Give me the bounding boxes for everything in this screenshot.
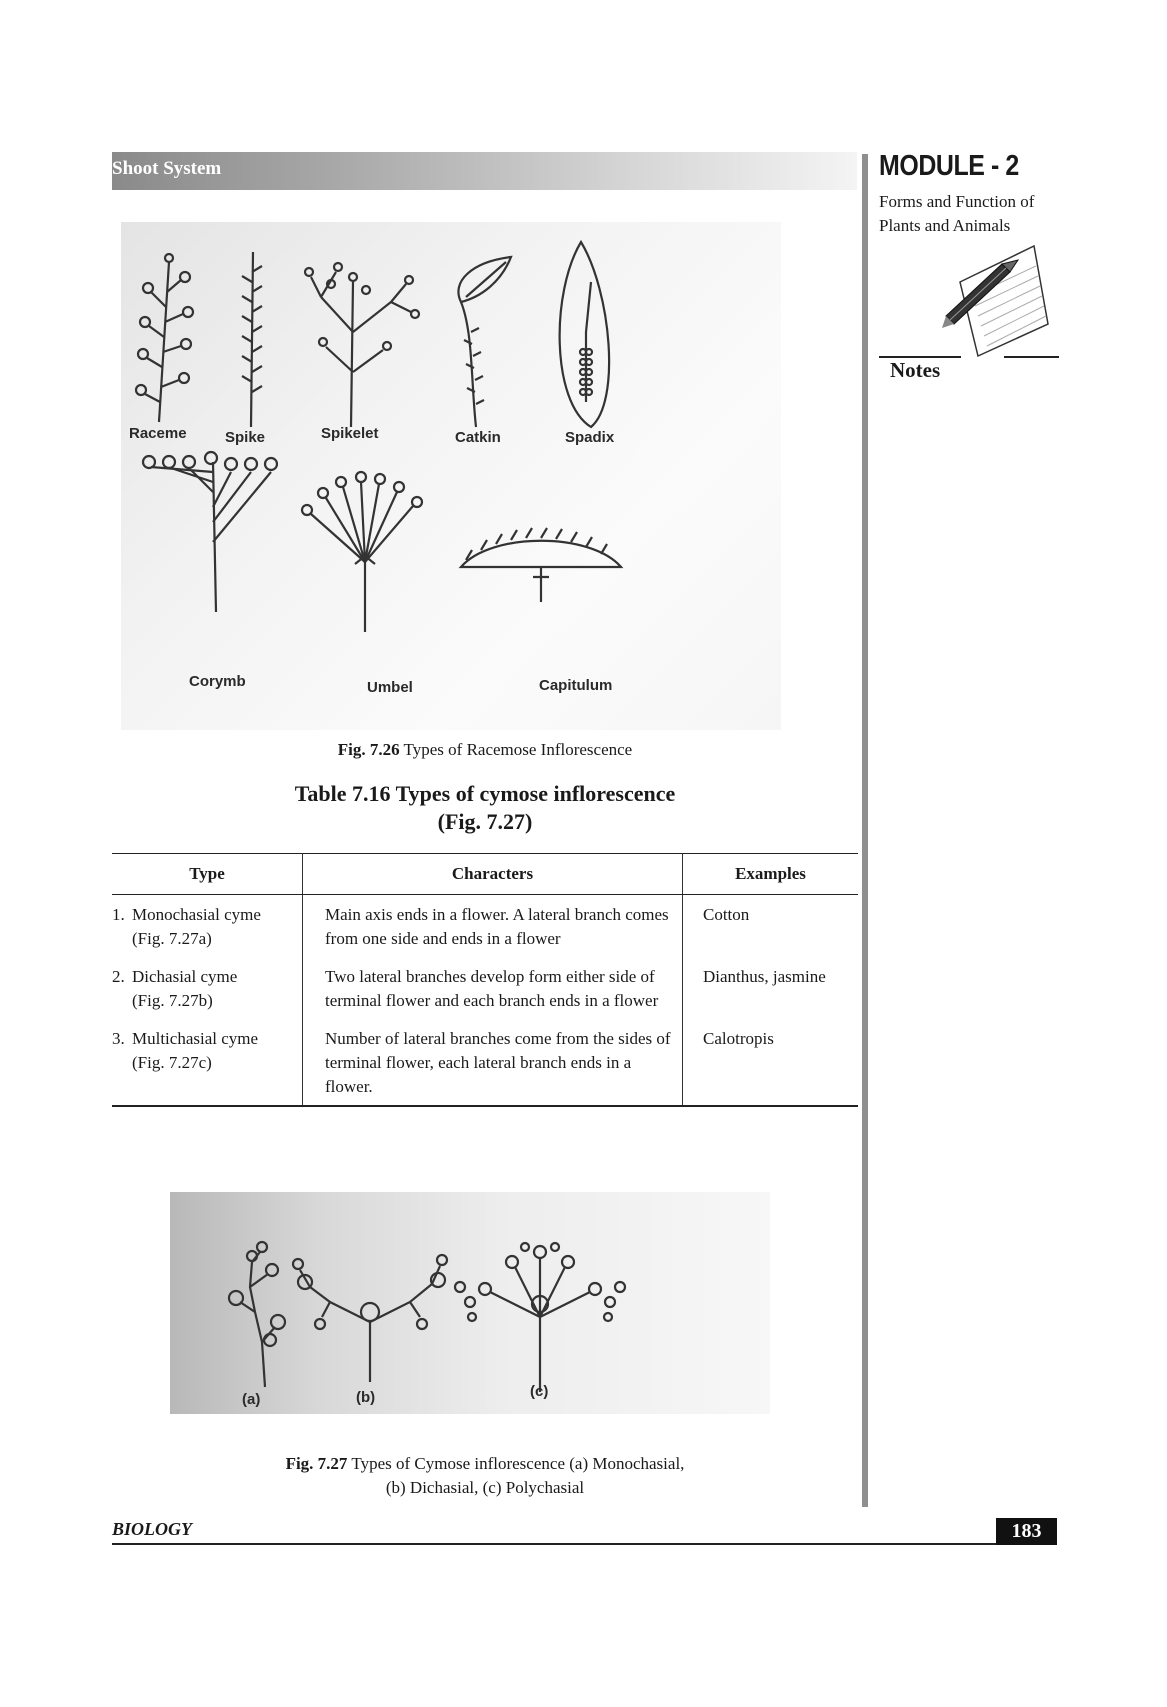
- label-c: (c): [530, 1383, 549, 1400]
- header-type: Type: [112, 854, 303, 895]
- cell-examples: Calotropis: [683, 1019, 859, 1106]
- table-title-line1: Table 7.16 Types of cymose inflorescence: [294, 781, 676, 806]
- table-row: [112, 1019, 858, 1106]
- monochasial-illustration: [229, 1242, 285, 1387]
- notes-label: Notes: [890, 358, 941, 382]
- table-row: [112, 957, 858, 1019]
- raceme-illustration: [136, 254, 193, 422]
- label-umbel: Umbel: [367, 679, 413, 696]
- caption-number: Fig. 7.27: [285, 1454, 348, 1473]
- header-characters: Characters: [303, 854, 683, 895]
- cell-characters: Main axis ends in a flower. A lateral branch comes from one side and ends in a flower: [303, 895, 683, 958]
- type-name: Multichasial cyme: [132, 1029, 259, 1048]
- label-raceme: Raceme: [129, 425, 187, 442]
- table-header-row: [112, 854, 858, 895]
- module-subtitle: Forms and Function of Plants and Animals: [879, 192, 1035, 235]
- notes-pencil-icon: [940, 244, 1050, 364]
- caption-line2: (b) Dichasial, (c) Polychasial: [385, 1478, 585, 1497]
- cell-type: [112, 957, 303, 1019]
- polychasial-illustration: [455, 1243, 625, 1392]
- figure-726-caption: [112, 740, 858, 760]
- umbel-illustration: [302, 472, 422, 632]
- cell-examples: Cotton: [703, 905, 750, 924]
- type-ref: (Fig. 7.27b): [132, 991, 213, 1010]
- notes-rule: [1004, 356, 1059, 358]
- cell-type: [112, 895, 303, 958]
- figure-727-caption: [112, 1452, 858, 1500]
- header-examples: Examples: [683, 854, 859, 895]
- caption-text: Types of Cymose inflorescence (a) Monochasial,: [347, 1454, 685, 1473]
- label-capitulum: Capitulum: [539, 677, 613, 694]
- row-number: 1.: [112, 905, 125, 924]
- cell-characters: Two lateral branches develop form either side of terminal flower and each branch ends in a flower: [303, 957, 683, 1019]
- spike-illustration: [242, 252, 262, 427]
- row-number: 3.: [112, 1029, 125, 1048]
- cell-characters: Number of lateral branches come from the sides of terminal flower, each lateral branch ends in a flower.: [303, 1019, 683, 1106]
- label-catkin: Catkin: [455, 429, 501, 446]
- dichasial-illustration: [293, 1255, 447, 1382]
- caption-number: Fig. 7.26: [337, 740, 400, 759]
- type-ref: (Fig. 7.27a): [132, 929, 212, 948]
- cell-type: [112, 1019, 303, 1106]
- label-a: (a): [242, 1391, 261, 1408]
- page-number: 183: [996, 1518, 1057, 1545]
- table-row: [112, 895, 858, 958]
- vertical-rule: [862, 154, 868, 1507]
- label-b: (b): [356, 1389, 376, 1406]
- figure-racemose-inflorescence: [121, 222, 781, 730]
- spikelet-illustration: [305, 263, 419, 427]
- label-spikelet: Spikelet: [321, 425, 379, 442]
- header-band: [112, 152, 857, 190]
- cell-examples: Dianthus, jasmine: [703, 967, 826, 986]
- caption-text: Types of Racemose Inflorescence: [399, 740, 633, 759]
- type-name: Monochasial cyme: [132, 905, 261, 924]
- corymb-illustration: [143, 452, 277, 612]
- table-title: [112, 780, 858, 836]
- module-title: MODULE - 2: [879, 150, 1019, 182]
- table-title-line2: (Fig. 7.27): [437, 809, 533, 834]
- cyme-table: [112, 853, 858, 1107]
- figure-cymose-inflorescence: [170, 1192, 770, 1414]
- footer-subject: BIOLOGY: [112, 1519, 192, 1539]
- label-spadix: Spadix: [565, 429, 615, 446]
- footer-rule: [112, 1543, 1057, 1545]
- label-corymb: Corymb: [189, 673, 246, 690]
- type-name: Dichasial cyme: [132, 967, 238, 986]
- caption-line1: [112, 1452, 858, 1476]
- capitulum-illustration: [461, 528, 621, 602]
- catkin-illustration: [458, 257, 511, 427]
- row-number: 2.: [112, 967, 125, 986]
- type-ref: (Fig. 7.27c): [132, 1053, 212, 1072]
- section-title: Shoot System: [112, 158, 222, 179]
- spadix-illustration: [560, 242, 609, 427]
- label-spike: Spike: [225, 429, 266, 446]
